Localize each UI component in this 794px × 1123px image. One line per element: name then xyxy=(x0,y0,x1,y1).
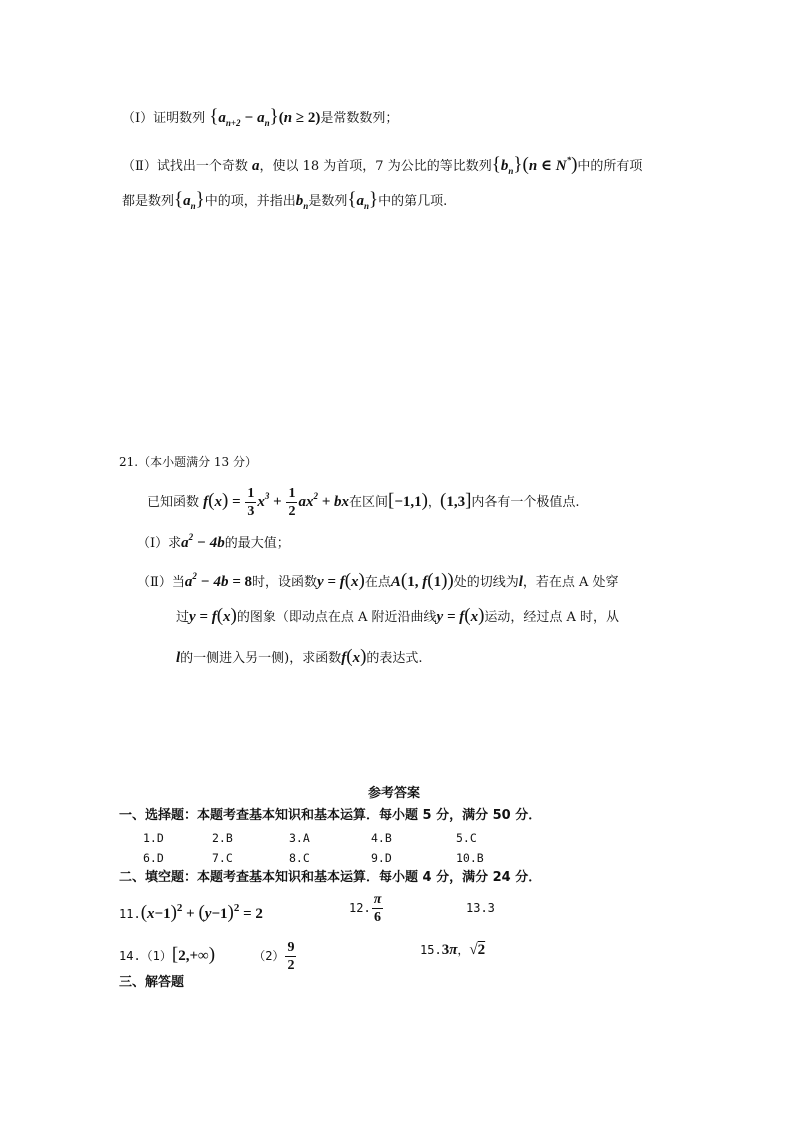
p20-part2: （Ⅱ）试找出一个奇数 a，使以 18 为首项，7 为公比的等比数列$\{b_n\}(n$ ∈ N*)中的所有项 xyxy=(122,154,643,176)
p21-part1 xyxy=(137,527,290,554)
p20-part1-text: 证明数列 xyxy=(153,111,206,126)
answers-section2: 二、填空题：本题考查基本知识和基本运算．每小题 4 分，满分 24 分． xyxy=(119,870,542,885)
choice-7: 7.C xyxy=(212,851,233,865)
choice-4: 4.B xyxy=(371,831,392,845)
answer-12 xyxy=(349,890,384,927)
p20-l2-d: 中的第几项. xyxy=(378,194,448,209)
p21-part2-label: （Ⅱ） xyxy=(137,575,172,590)
answer-13: 13.3 xyxy=(466,901,495,915)
p21-intro-b: 在区间 xyxy=(349,495,389,510)
interval-2-inf: [2,+∞) xyxy=(171,944,216,965)
p20-part1: （Ⅰ）证明数列 $\{a_{n+2} - a_n\}(n \ge 2)$是常数数列； xyxy=(122,106,399,128)
p21-part2-line3: l的一侧进入另一侧)，求函数f(x)的表达式. xyxy=(176,646,423,667)
choice-8: 8.C xyxy=(289,851,310,865)
p20-part2-text-a: 试找出一个奇数 xyxy=(156,159,248,174)
p21-part1-a: 求 xyxy=(168,536,182,551)
p20-part2-line2: 都是数列$\{a_n\}$中的项，并指出$b_n$是数列$\{a_n\}$中的第几项. xyxy=(122,189,448,211)
choice-2: 2.B xyxy=(212,831,233,845)
p21-part2-e: ，若在点 A 处穿 xyxy=(522,575,619,590)
choice-3: 3.A xyxy=(289,831,310,845)
p21-l2-c: 运动，经过点 A 时，从 xyxy=(484,610,620,625)
answer-14b-label: （2） xyxy=(253,949,285,963)
p21-part2-a: 当 xyxy=(171,575,185,590)
answer-11-label: 11. xyxy=(119,907,141,921)
p20-l2-c: 是数列 xyxy=(308,194,348,209)
choice-9: 9.D xyxy=(371,851,392,865)
p20-part2-text-b: ，使以 18 为首项，7 为公比的等比数列 xyxy=(259,159,492,174)
p21-header: 21.（本小题满分 13 分） xyxy=(119,455,257,469)
answers-section3: 三、解答题 xyxy=(119,975,185,990)
p21-part2-line2: 过y = f(x)的图象（即动点在点 A 附近沿曲线y = f(x)运动，经过点 A 时，从 xyxy=(176,605,620,626)
choice-5: 5.C xyxy=(456,831,477,845)
p21-intro: 已知函数 f(x) = $\frac{1}{3}$ $x^3$ + $\frac{1}{2}$ $ax^2$ + bx在区间[−1,1)，(1,3]内各有一个极值点. xyxy=(147,486,580,519)
p20-part2-label: （Ⅱ） xyxy=(122,159,157,174)
p21-l3-a: 的一侧进入另一侧)，求函数 xyxy=(180,651,342,666)
formula-bn: $b_n$ xyxy=(500,158,514,176)
p21-intro-c: 内各有一个极值点. xyxy=(471,495,580,510)
formula-seq-diff: $a_{n+2} - a_n$ xyxy=(218,110,270,128)
interval-1: [−1,1) xyxy=(388,490,428,511)
interval-2: (1,3] xyxy=(440,490,472,511)
p21-l2-b: 的图象（即动点在点 A 附近沿曲线 xyxy=(236,610,437,625)
formula-n-ge-2: (n ≥ 2) xyxy=(278,110,321,126)
frac-pi-6: $\frac{\pi}{6}$ xyxy=(373,892,382,925)
frac-one-third: $\frac{1}{3}$ xyxy=(247,486,255,519)
formula-brace: { xyxy=(209,106,219,127)
choice-1: 1.D xyxy=(143,831,164,845)
answer-12-label: 12. xyxy=(349,901,371,915)
choice-6: 6.D xyxy=(143,851,164,865)
formula-a: a xyxy=(252,158,260,174)
p20-part1-label: （Ⅰ） xyxy=(122,111,154,126)
p21-intro-sep: ， xyxy=(427,495,440,509)
p21-intro-a: 已知函数 xyxy=(147,495,200,510)
p21-part1-label: （Ⅰ） xyxy=(137,536,169,551)
formula-fx: f xyxy=(203,494,209,510)
frac-9-2: $\frac{9}{2}$ xyxy=(287,940,295,973)
p20-part1-tail: 是常数数列； xyxy=(320,111,399,126)
answer-15-label: 15. xyxy=(420,943,442,957)
formula-n-in-N: n ∈ N* xyxy=(528,155,572,174)
answer-14 xyxy=(119,937,297,975)
answers-title: 参考答案 xyxy=(368,786,421,801)
p21-part2: （Ⅱ）当$a^2 - 4b = 8$时，设函数y = f(x)在点A(1, f(1))处的切线为l，若在点 A 处穿 xyxy=(137,570,619,591)
p21-part1-b: 的最大值； xyxy=(224,536,290,551)
p21-part2-b: 时，设函数 xyxy=(252,575,318,590)
answer-14-label: 14.（1） xyxy=(119,949,172,963)
p20-part2-text-c: 中的所有项 xyxy=(577,159,643,174)
p21-l2-a: 过 xyxy=(176,610,190,625)
p21-l3-b: 的表达式. xyxy=(366,651,423,666)
answers-section1: 一、选择题：本题考查基本知识和基本运算．每小题 5 分，满分 50 分． xyxy=(119,808,542,823)
sqrt-2: √2 xyxy=(469,942,486,958)
formula-a2-4b: $a^2 - 4b$ xyxy=(181,532,225,551)
p21-part2-d: 处的切线为 xyxy=(453,575,519,590)
p21-part2-c: 在点 xyxy=(364,575,391,590)
p20-l2-a: 都是数列 xyxy=(122,194,175,209)
answer-15: 15.3π，√2 xyxy=(420,942,486,958)
frac-one-half: $\frac{1}{2}$ xyxy=(288,486,296,519)
choice-10: 10.B xyxy=(456,851,484,865)
answer-11: $11.(x-1)^2 + (y-1)^2 = 2$ xyxy=(119,902,263,923)
p20-l2-b: 中的项，并指出 xyxy=(204,194,296,209)
